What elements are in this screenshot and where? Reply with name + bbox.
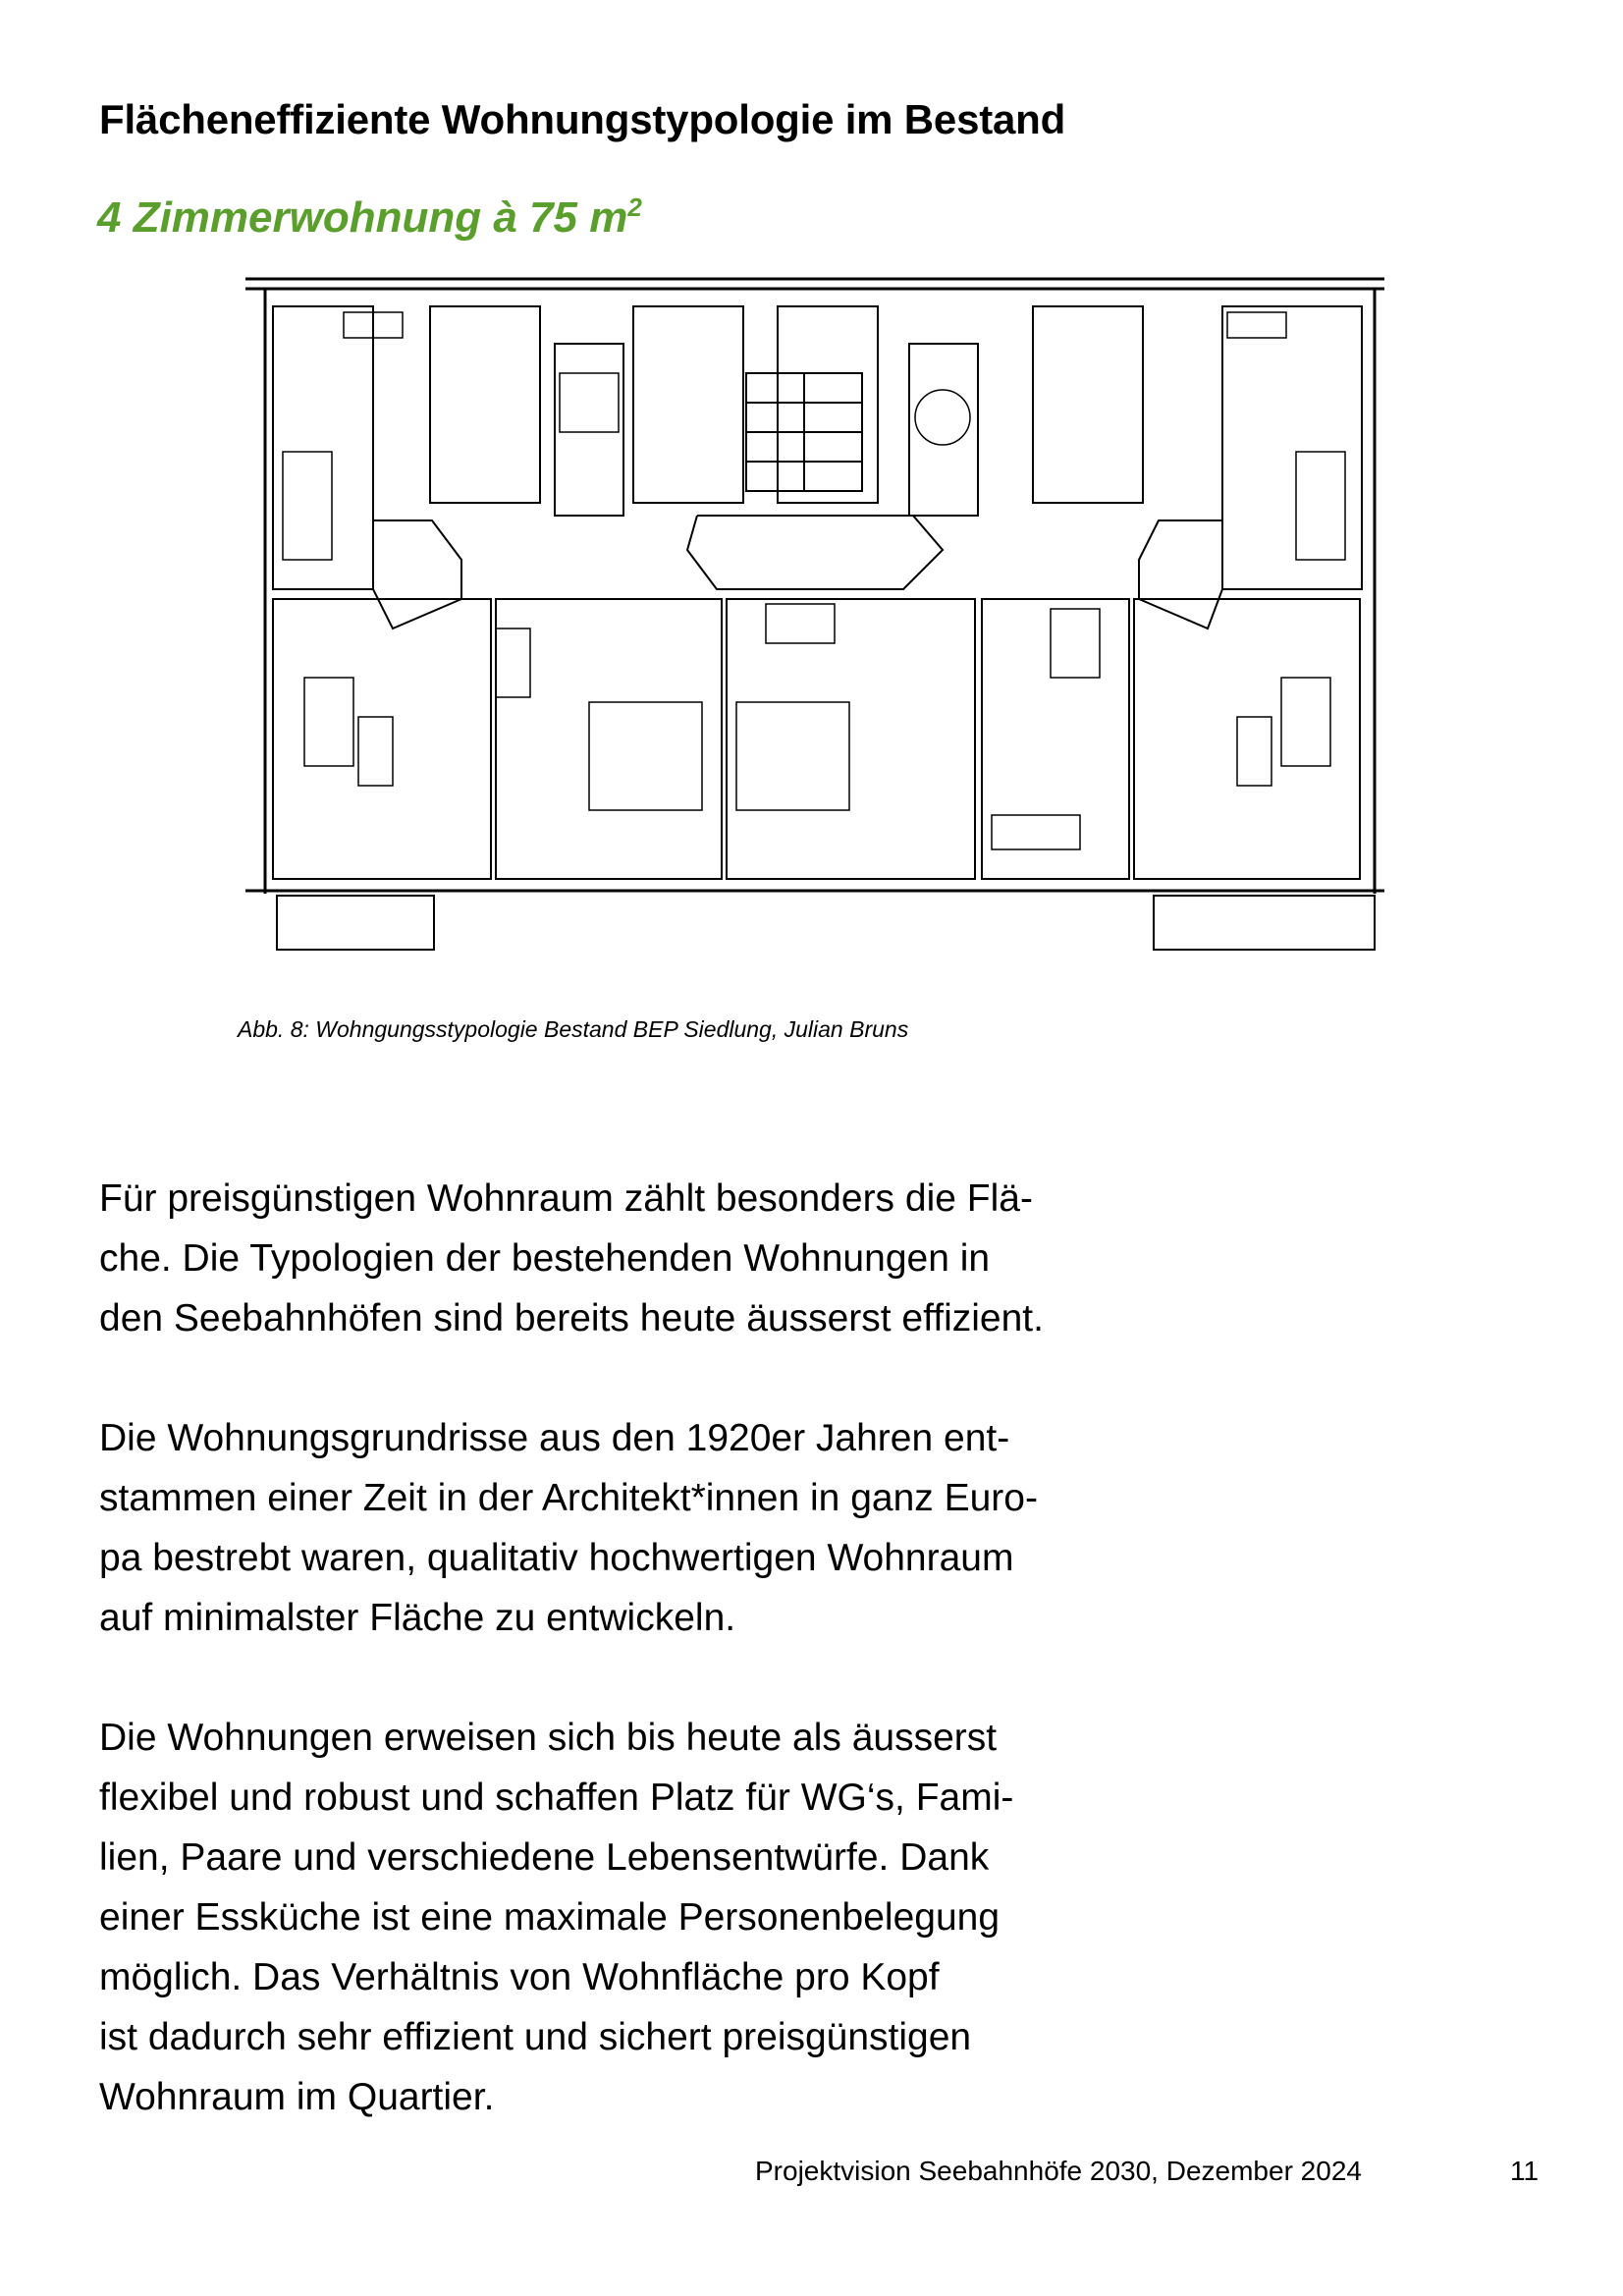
body-text: [99, 1169, 1228, 2187]
paragraph: Die Wohnungsgrundrisse aus den 1920er Jahren ent- stammen einer Zeit in der Architekt*innen in ganz Euro- pa bestrebt waren, qualitativ hochwertigen Wohnraum auf minimalster Fläche zu entwickeln.: [99, 1417, 1038, 1639]
paragraph: Für preisgünstigen Wohnraum zählt besonders die Flä- che. Die Typologien der bestehenden Wohnungen in den Seebahnhöfen sind bereits heute äusserst effizient.: [99, 1177, 1044, 1339]
subheading-superscript: 2: [627, 192, 642, 222]
floor-plan: [236, 265, 1394, 982]
page-heading: Flächeneffiziente Wohnungstypologie im Bestand: [99, 96, 1066, 142]
footer-text: Projektvision Seebahnhöfe 2030, Dezember 2024: [755, 2156, 1362, 2186]
page-subheading: [97, 192, 642, 243]
bottom-row-rooms: [273, 599, 1360, 879]
page-number: 11: [1510, 2156, 1540, 2186]
paragraph: Die Wohnungen erweisen sich bis heute als äusserst flexibel und robust und schaffen Platz für WG‘s, Fami- lien, Paare und verschiedene Lebensentwürfe. Dank einer Essküche ist eine maximale Personenbelegung möglich. Das Verhältnis von Wohnfläche pro Kopf ist dadurch sehr effizient und sichert preisgünstigen Wohnraum im Quartier.: [99, 1717, 1014, 2118]
figure-caption: Abb. 8: Wohngungsstypologie Bestand BEP Siedlung, Julian Bruns: [238, 1016, 909, 1042]
outer-walls: [245, 279, 1384, 894]
hallway: [373, 516, 1222, 629]
balconies: [277, 896, 1375, 950]
furniture: [283, 312, 1345, 849]
subheading-text: 4 Zimmerwohnung à 75 m: [97, 193, 628, 242]
stair: [746, 373, 862, 491]
windows: [304, 279, 1316, 891]
top-row-rooms: [273, 306, 1362, 589]
